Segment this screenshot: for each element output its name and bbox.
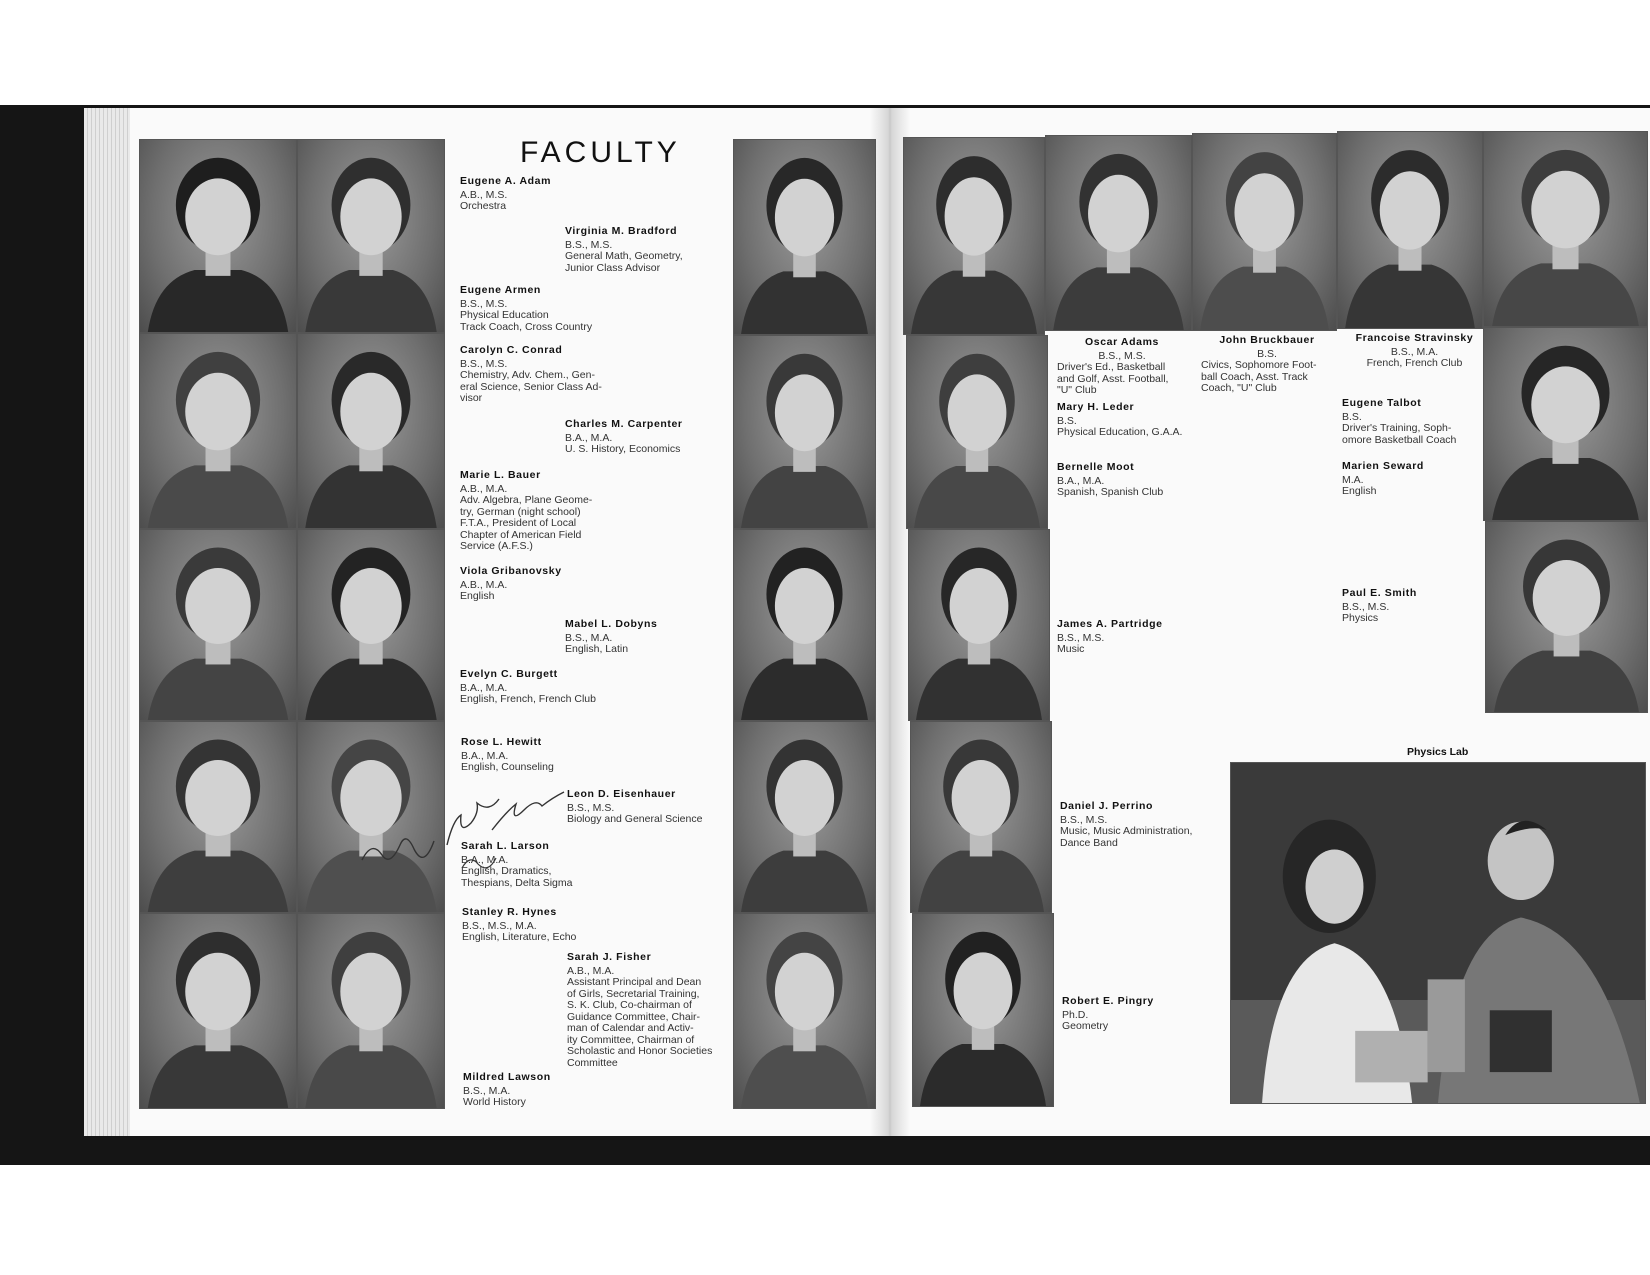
faculty-detail: Junior Class Advisor [565,261,661,274]
faculty-detail: B.S., M.S. [1342,600,1390,613]
portrait-shoulders [305,659,436,720]
faculty-name: Mary H. Leder [1057,401,1135,413]
portrait-shoulders [741,851,868,912]
faculty-entry [460,669,596,706]
faculty-entry [1057,462,1163,499]
portrait-silhouette [1484,328,1647,520]
portrait-photo [908,529,1050,721]
portrait-silhouette [734,336,875,528]
faculty-detail: Physical Education, G.A.A. [1057,426,1183,438]
portrait-shoulders [741,1045,868,1108]
portrait-face [948,374,1007,451]
faculty-detail: B.S., M.S. [1060,813,1108,826]
portrait-shoulders [305,465,436,528]
faculty-detail: B.S. [1257,347,1277,360]
student-face [1488,822,1554,900]
faculty-detail: F.T.A., President of Local [460,517,577,529]
lab-equipment [1355,1031,1427,1083]
portrait-photo [906,335,1048,529]
portrait-photo [1485,521,1648,713]
faculty-detail: Civics, Sophomore Foot- [1201,359,1317,371]
handwritten-signature [352,790,592,880]
faculty-name: Eugene A. Adam [460,175,552,187]
faculty-name: Stanley R. Hynes [462,906,557,918]
faculty-detail: Driver's Training, Soph- [1342,422,1452,434]
faculty-detail: A.B., M.S. [460,188,508,201]
faculty-entry [460,176,551,213]
faculty-name: Mabel L. Dobyns [565,618,658,630]
portrait-photo [139,139,297,333]
portrait-face [775,374,834,451]
faculty-detail: B.S., M.A. [463,1084,511,1097]
faculty-detail: Coach, "U" Club [1201,382,1277,394]
faculty-detail: Thespians, Delta Sigma [461,876,573,889]
portrait-photo [910,721,1052,913]
portrait-face [1088,175,1149,253]
faculty-detail: Scholastic and Honor Societies [567,1045,713,1057]
portrait-shoulders [1494,651,1639,712]
faculty-entry [460,470,592,553]
faculty-detail: English, French, French Club [460,693,596,705]
portrait-silhouette [140,334,296,528]
faculty-detail: World History [463,1096,526,1108]
portrait-silhouette [734,140,875,334]
faculty-name: Bernelle Moot [1057,461,1135,473]
portrait-shoulders [305,1045,436,1108]
faculty-name: Francoise Stravinsky [1355,332,1474,344]
faculty-entry [461,737,554,774]
portrait-face [340,953,401,1031]
faculty-name: John Bruckbauer [1219,334,1315,346]
portrait-silhouette [1338,132,1482,328]
faculty-name: Leon D. Eisenhauer [567,788,676,800]
faculty-name: Evelyn C. Burgett [460,668,558,680]
faculty-detail: Track Coach, Cross Country [460,320,593,333]
portrait-shoulders [148,1045,288,1108]
portrait-silhouette [1484,132,1647,326]
portrait-photo [297,913,445,1109]
faculty-name: Eugene Armen [460,284,541,296]
portrait-photo [1192,133,1337,331]
faculty-detail: Physics [1342,612,1379,624]
portrait-face [1234,173,1294,251]
faculty-detail: B.A., M.A. [461,749,509,762]
portrait-face [950,568,1009,644]
faculty-detail: General Math, Geometry, [565,250,683,262]
lab-equipment [1490,1010,1552,1072]
faculty-name: Charles M. Carpenter [565,418,683,430]
faculty-entry [565,419,683,456]
portrait-silhouette [1046,136,1191,330]
faculty-detail: B.S., M.S. [460,357,508,370]
faculty-detail: Geometry [1062,1020,1109,1032]
portrait-silhouette [140,140,296,332]
portrait-shoulders [741,271,868,334]
portrait-shoulders [148,270,288,332]
faculty-detail: English, Dramatics, [461,865,552,877]
faculty-entry [1342,398,1456,446]
portrait-silhouette [1193,134,1336,330]
portrait-shoulders [741,466,868,528]
faculty-detail: omore Basketball Coach [1342,433,1457,446]
photo-caption: Physics Lab [1407,746,1469,758]
portrait-shoulders [914,466,1040,528]
faculty-name: Mildred Lawson [463,1071,551,1083]
faculty-detail: S. K. Club, Co-chairman of [567,999,692,1011]
faculty-detail: visor [460,392,483,404]
portrait-silhouette [734,530,875,720]
portrait-photo [139,721,297,913]
portrait-silhouette [734,722,875,912]
faculty-detail: B.S., M.S. [1057,631,1105,644]
portrait-shoulders [1200,267,1329,330]
faculty-detail: Ph.D. [1062,1008,1089,1021]
portrait-shoulders [1053,267,1184,330]
faculty-detail: B.A., M.A. [461,853,509,866]
faculty-detail: English, Literature, Echo [462,931,577,943]
portrait-shoulders [911,271,1037,334]
faculty-entry [463,1072,551,1109]
faculty-name: Marie L. Bauer [460,469,541,481]
faculty-detail: Spanish, Spanish Club [1057,486,1164,498]
portrait-photo [733,139,876,335]
faculty-detail: ity Committee, Chairman of [567,1033,695,1046]
faculty-entry [1201,335,1333,395]
faculty-detail: English, Latin [565,643,629,655]
faculty-detail: Biology and General Science [567,813,703,825]
faculty-detail: "U" Club [1057,384,1097,396]
portrait-photo [733,335,876,529]
faculty-detail: Chemistry, Adv. Chem., Gen- [460,369,595,381]
faculty-name: Sarah L. Larson [461,840,550,852]
portrait-face [952,760,1011,836]
faculty-detail: English, Counseling [461,761,554,773]
faculty-entry [460,285,592,333]
portrait-silhouette [734,914,875,1108]
faculty-detail: A.B., M.A. [567,964,615,977]
faculty-entry [1062,996,1154,1033]
portrait-photo [1045,135,1192,331]
portrait-silhouette [140,530,296,720]
portrait-photo [297,529,445,721]
faculty-detail: B.A., M.A. [460,681,508,694]
faculty-detail: Dance Band [1060,836,1118,849]
faculty-detail: Assistant Principal and Dean [567,976,702,988]
lab-photo [1230,762,1646,1104]
portrait-face [775,179,834,257]
faculty-detail: M.A. [1342,473,1364,486]
faculty-detail: B.S., M.S., M.A. [462,919,537,932]
faculty-name: Paul E. Smith [1342,587,1417,599]
portrait-silhouette [904,138,1044,334]
portrait-photo [733,721,876,913]
faculty-detail: Adv. Algebra, Plane Geome- [460,494,593,506]
faculty-entry [1057,402,1182,439]
portrait-photo [733,913,876,1109]
faculty-detail: Orchestra [460,200,507,212]
portrait-shoulders [918,851,1044,912]
portrait-shoulders [741,659,868,720]
faculty-entry [567,952,712,1069]
faculty-name: Robert E. Pingry [1062,995,1154,1007]
portrait-shoulders [920,1044,1046,1106]
portrait-silhouette [1486,522,1647,712]
portrait-photo [1483,131,1648,327]
portrait-photo [903,137,1045,335]
faculty-name: Sarah J. Fisher [567,951,652,963]
faculty-detail: eral Science, Senior Class Ad- [460,380,602,393]
faculty-entry [565,619,657,656]
faculty-name: Daniel J. Perrino [1060,800,1154,812]
portrait-photo [733,529,876,721]
faculty-name: Carolyn C. Conrad [460,344,563,356]
faculty-detail: Music [1057,643,1085,655]
faculty-detail: Driver's Ed., Basketball [1057,361,1166,373]
faculty-detail: ball Coach, Asst. Track [1201,370,1308,383]
faculty-detail: B.S. [1342,410,1362,423]
faculty-name: Oscar Adams [1085,336,1159,348]
portrait-face [1380,171,1440,249]
portrait-silhouette [298,530,444,720]
faculty-detail: Physical Education [460,309,549,321]
portrait-face [185,953,251,1031]
portrait-silhouette [140,914,296,1108]
portrait-shoulders [1492,263,1639,326]
faculty-detail: English [460,590,495,602]
portrait-face [945,177,1004,255]
portrait-photo [1483,327,1648,521]
faculty-detail: B.S. [1057,414,1077,427]
faculty-detail: B.A., M.A. [1057,474,1105,487]
portrait-shoulders [916,659,1042,720]
page-edges [84,108,130,1136]
faculty-detail: Committee [567,1056,618,1069]
faculty-entry [460,566,562,603]
portrait-silhouette [911,722,1051,912]
faculty-name: Virginia M. Bradford [565,225,678,237]
portrait-silhouette [298,914,444,1108]
faculty-detail: Music, Music Administration, [1060,825,1193,837]
portrait-photo [1337,131,1483,329]
faculty-detail: Service (A.F.S.) [460,540,533,552]
portrait-face [185,373,251,451]
faculty-detail: B.A., M.A. [565,431,613,444]
faculty-entry [1352,333,1477,370]
portrait-face [1531,171,1599,249]
portrait-shoulders [305,270,436,332]
portrait-face [340,373,401,451]
portrait-silhouette [913,914,1053,1106]
faculty-detail: A.B., M.A. [460,578,508,591]
portrait-face [775,760,834,836]
faculty-detail: and Golf, Asst. Football, [1057,372,1169,385]
faculty-detail: man of Calendar and Activ- [567,1022,694,1034]
portrait-face [1533,560,1601,636]
portrait-silhouette [298,140,444,332]
faculty-name: Viola Gribanovsky [460,565,562,577]
faculty-detail: U. S. History, Economics [565,443,681,455]
faculty-entry [1342,461,1424,498]
portrait-photo [297,139,445,333]
portrait-silhouette [907,336,1047,528]
portrait-silhouette [140,722,296,912]
portrait-face [185,568,251,644]
portrait-face [340,178,401,255]
faculty-entry [462,907,576,944]
portrait-silhouette [298,334,444,528]
faculty-entry [1057,337,1187,397]
faculty-name: James A. Partridge [1057,618,1163,630]
portrait-shoulders [1345,265,1475,328]
faculty-entry [1342,588,1417,625]
faculty-detail: Chapter of American Field [460,528,582,541]
portrait-shoulders [148,659,288,720]
faculty-name: Marien Seward [1342,460,1424,472]
portrait-photo [139,913,297,1109]
portrait-shoulders [148,465,288,528]
portrait-photo [139,529,297,721]
faculty-detail: B.S., M.S. [565,238,613,251]
portrait-face [185,760,251,836]
portrait-face [954,952,1013,1029]
faculty-detail: of Girls, Secretarial Training, [567,987,700,1000]
faculty-entry [565,226,683,274]
lab-scene [1231,763,1645,1103]
portrait-photo [297,333,445,529]
faculty-detail: A.B., M.A. [460,482,508,495]
faculty-detail: Guidance Committee, Chair- [567,1010,701,1023]
portrait-face [1531,366,1599,443]
portrait-shoulders [1492,458,1639,520]
faculty-name: Eugene Talbot [1342,397,1422,409]
portrait-photo [912,913,1054,1107]
student-face [1306,850,1364,924]
faculty-detail: B.S., M.S. [460,297,508,310]
faculty-entry [460,345,602,405]
faculty-entry [1057,619,1163,656]
lab-equipment [1428,979,1465,1072]
portrait-silhouette [909,530,1049,720]
faculty-name: Rose L. Hewitt [461,736,542,748]
portrait-face [775,953,834,1031]
portrait-shoulders [148,851,288,912]
faculty-detail: B.S., M.S. [1098,349,1146,362]
faculty-detail: try, German (night school) [460,505,581,518]
faculty-entry [1060,801,1192,849]
faculty-detail: English [1342,485,1377,497]
faculty-detail: B.S., M.S. [567,801,615,814]
faculty-detail: B.S., M.A. [565,631,613,644]
portrait-face [775,568,834,644]
portrait-face [340,568,401,644]
faculty-detail: B.S., M.A. [1390,345,1439,358]
portrait-face [185,178,251,255]
faculty-detail: French, French Club [1366,357,1463,369]
portrait-photo [139,333,297,529]
page-title: FACULTY [520,136,681,169]
